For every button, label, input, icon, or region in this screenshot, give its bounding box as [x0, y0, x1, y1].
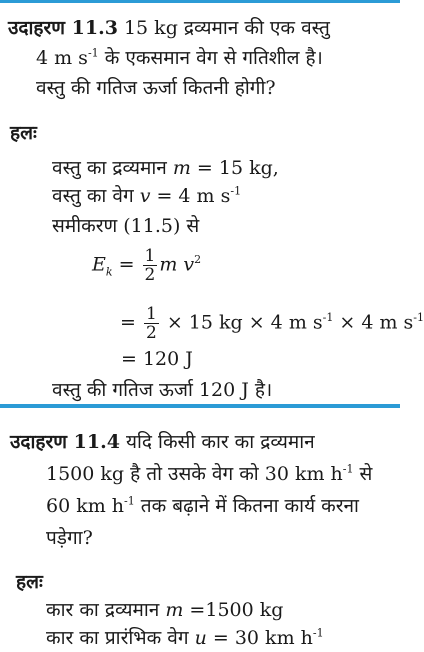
mass-variable: m [172, 157, 191, 179]
subscript: k [105, 265, 113, 279]
question-text: 4 m s [36, 47, 88, 69]
solution-label [10, 119, 37, 145]
solution-label [16, 568, 43, 594]
velocity-label: वस्तु का वेग [52, 185, 140, 207]
question-text: 1500 kg है तो उसके वेग को 30 km h [46, 463, 343, 485]
mass-label: कार का द्रव्यमान [46, 599, 166, 621]
equals-sign: = [112, 253, 141, 276]
example-11-3-question-line3 [36, 74, 276, 100]
question-text: पड़ेगा? [46, 527, 93, 549]
velocity-label: कार का प्रारंभिक वेग [46, 627, 195, 649]
formula-variables: m v [159, 253, 195, 276]
numerator: 1 [145, 304, 157, 324]
velocity-value: = 4 m s [150, 185, 231, 207]
velocity-variable: u [194, 627, 207, 649]
superscript: -1 [87, 46, 99, 60]
mass-value: =1500 kg [183, 599, 284, 621]
conclusion [52, 376, 272, 402]
superscript: -1 [322, 311, 334, 325]
denominator: 2 [144, 265, 156, 285]
denominator: 2 [145, 323, 157, 343]
superscript: -1 [342, 462, 354, 476]
given-mass [52, 154, 279, 180]
example-11-3-question-line1 [8, 14, 330, 40]
equation-reference [52, 212, 199, 238]
velocity-value: = 30 km h [206, 627, 313, 649]
numerator: 1 [144, 246, 156, 266]
example-11-4-question-line4 [46, 524, 93, 550]
result-step [121, 348, 193, 370]
example-11-4-question-line2 [46, 460, 372, 486]
given-initial-velocity [46, 624, 324, 650]
superscript: 2 [194, 253, 202, 267]
given-velocity [52, 182, 241, 208]
solution-label-text: हलः [10, 122, 37, 144]
substitution-text: × 15 kg × 4 m s [160, 311, 323, 334]
question-text: से [353, 463, 373, 485]
fraction-half [143, 247, 158, 284]
ek-symbol: E [92, 253, 106, 276]
mass-variable: m [165, 599, 184, 621]
example-label: उदाहरण 11.3 [8, 17, 118, 39]
substitution-text: × 4 m s [333, 311, 414, 334]
superscript: -1 [312, 626, 324, 640]
kinetic-energy-formula [92, 247, 201, 284]
superscript: -1 [413, 311, 424, 325]
example-11-3-question-line2 [36, 44, 323, 70]
fraction-half [144, 305, 159, 342]
example-11-4-question-line1 [10, 428, 315, 454]
superscript: -1 [124, 494, 135, 508]
section-divider [0, 404, 400, 408]
example-11-4-question-line3 [46, 492, 359, 518]
question-text: तक बढ़ाने में कितना कार्य करना [134, 495, 359, 517]
given-mass [46, 596, 283, 622]
equals-sign: = [120, 311, 142, 334]
example-label: उदाहरण 11.4 [10, 431, 120, 453]
substitution-step [120, 305, 424, 342]
question-text: वस्तु की गतिज ऊर्जा कितनी होगी? [36, 77, 276, 99]
superscript: -1 [230, 184, 242, 198]
solution-label-text: हलः [16, 571, 43, 593]
question-text: 60 km h [46, 495, 125, 517]
conclusion-text: वस्तु की गतिज ऊर्जा 120 J है। [52, 379, 273, 401]
equation-ref-text: समीकरण (11.5) से [52, 215, 200, 237]
question-text: के एकसमान वेग से गतिशील है। [98, 47, 323, 69]
question-text: 15 kg द्रव्यमान की एक वस्तु [123, 17, 330, 39]
question-text: यदि किसी कार का द्रव्यमान [119, 431, 315, 453]
mass-label: वस्तु का द्रव्यमान [52, 157, 173, 179]
mass-value: = 15 kg, [190, 157, 279, 179]
velocity-variable: v [139, 185, 151, 207]
result-value: = 120 J [121, 348, 193, 370]
top-rule [0, 0, 400, 3]
